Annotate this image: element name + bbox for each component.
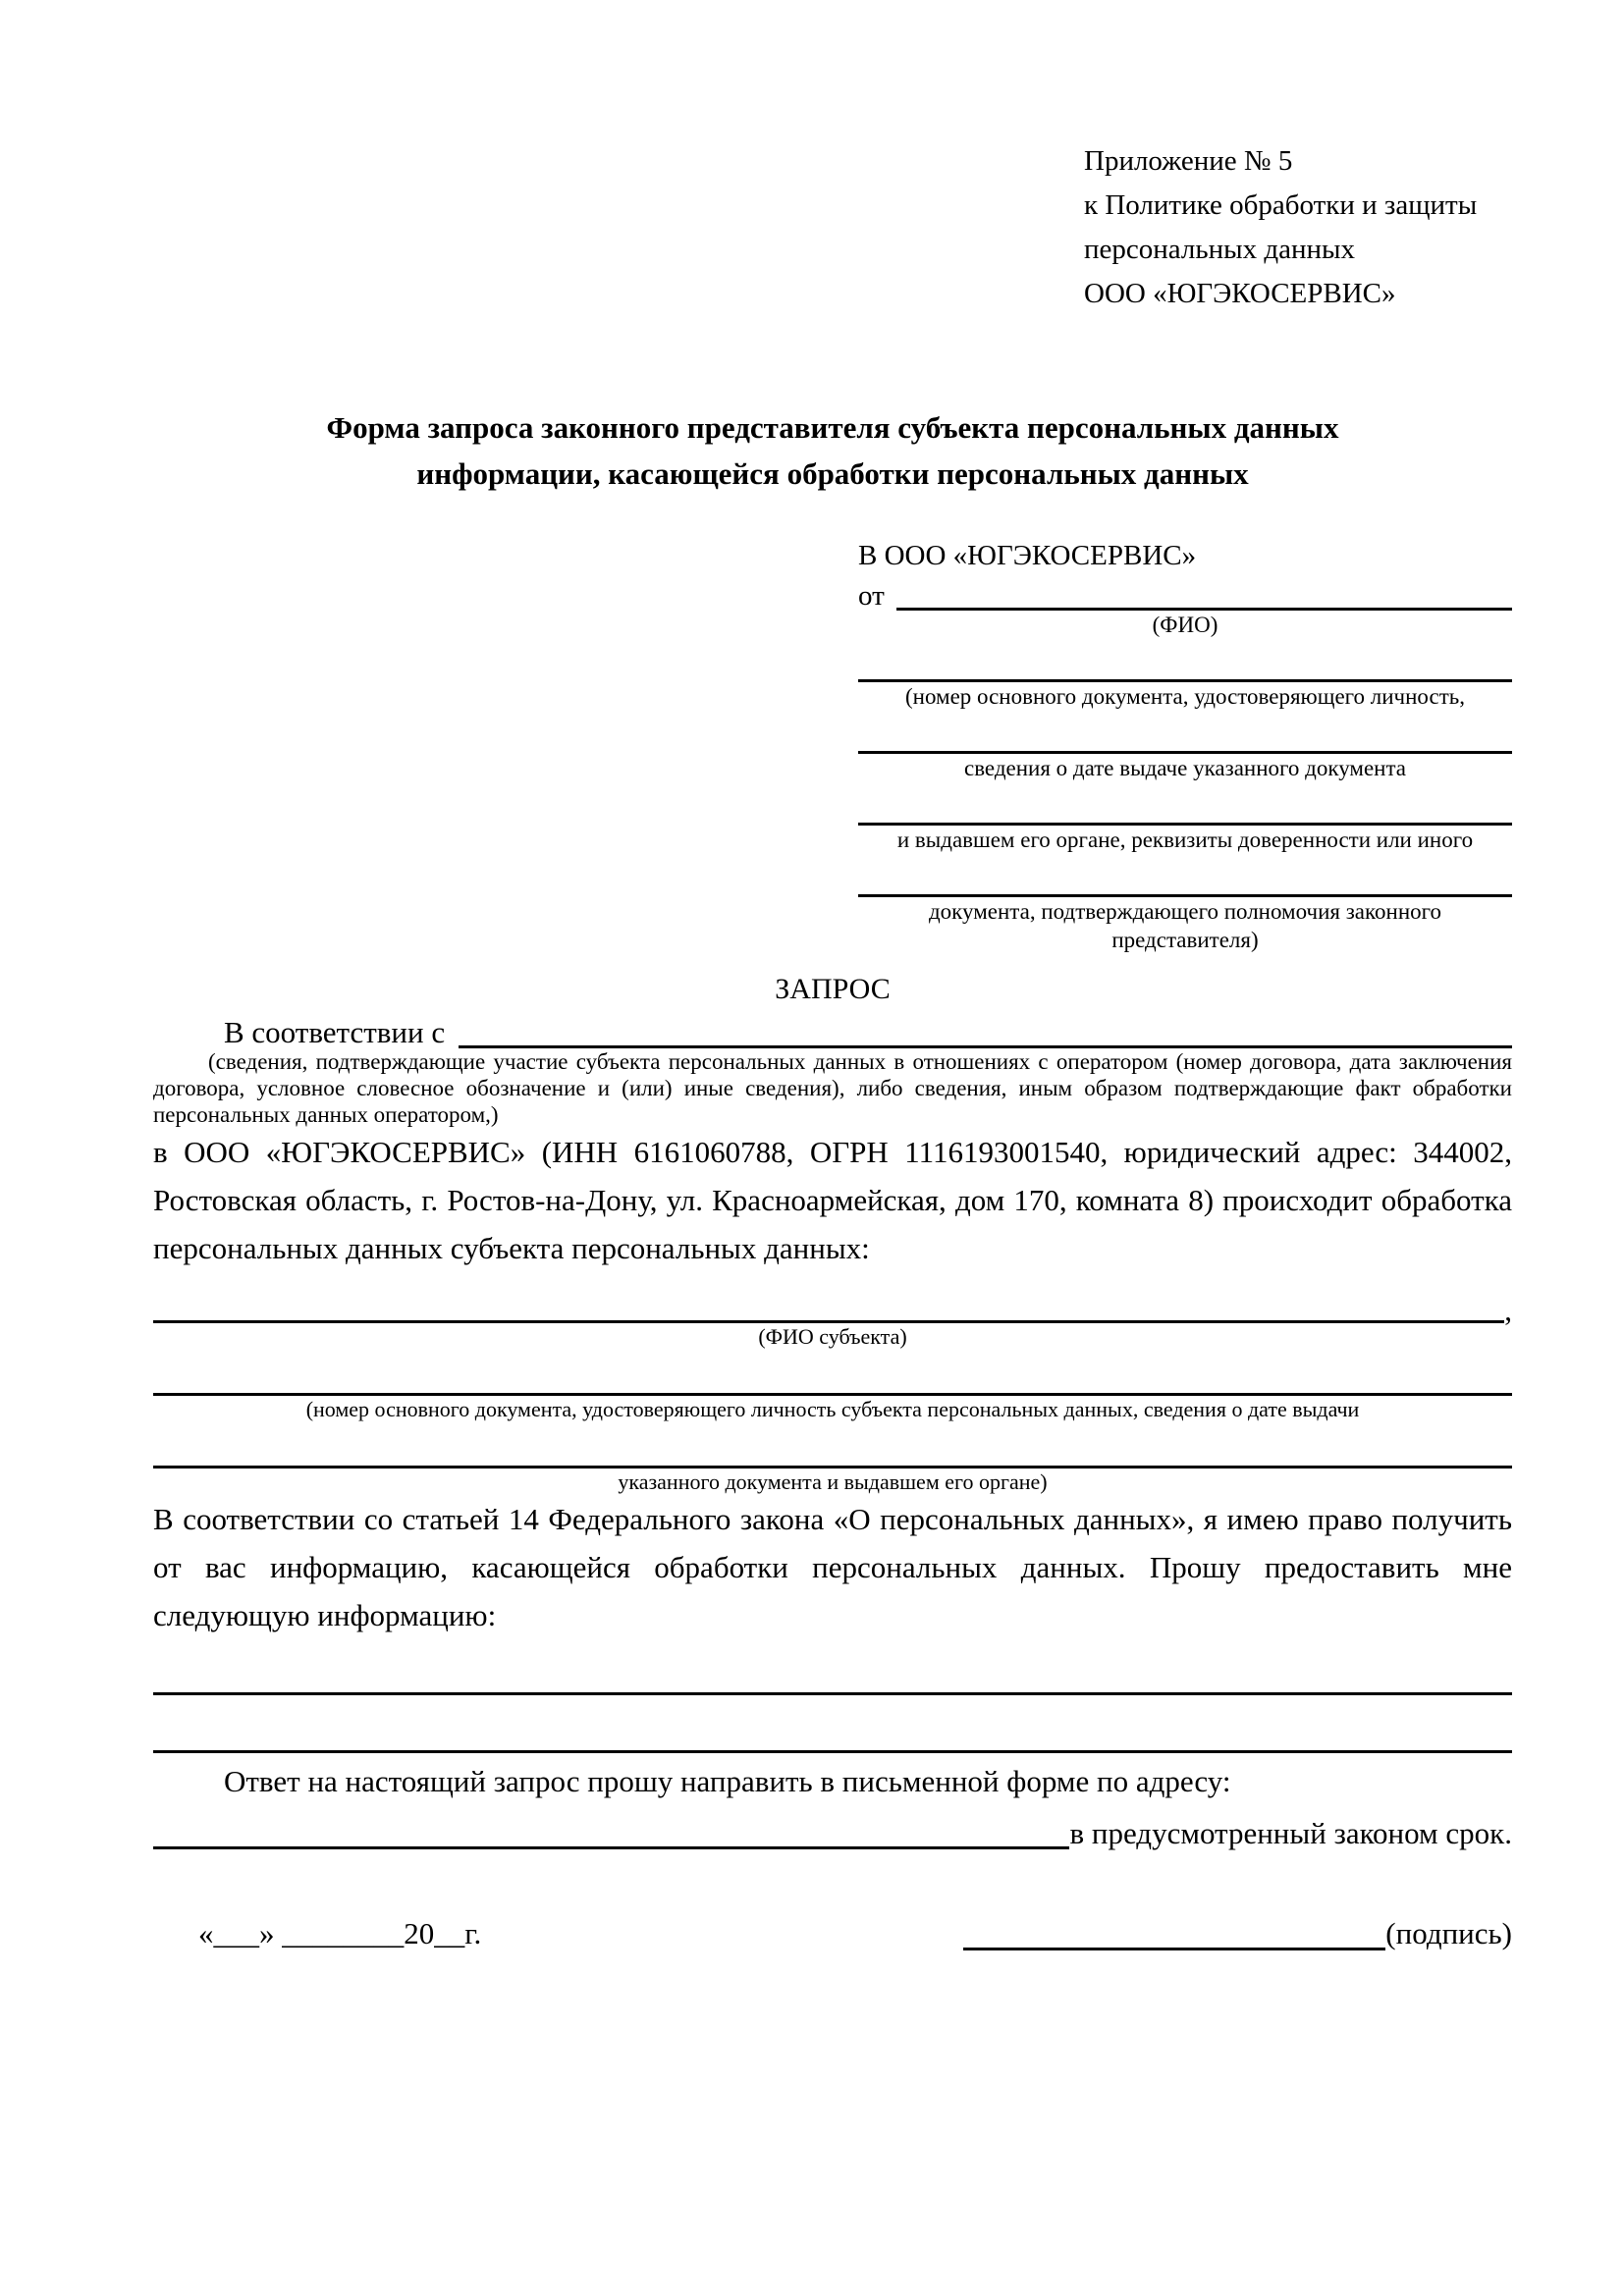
intro-note: (сведения, подтверждающие участие субъекта персональных данных в отношениях с оператором (номер договора, дата заключения договора, условное словесное обозначение и (или) иные сведения), либо сведения, иным образом подтверждающие факт обработки персональных данных оператором,) — [153, 1049, 1512, 1127]
signature-fill-line — [963, 1914, 1385, 1950]
addressee-organization: В ООО «ЮГЭКОСЕРВИС» — [858, 540, 1197, 571]
signature-group — [963, 1914, 1512, 1950]
blank-line-info-2 — [153, 1695, 1512, 1753]
operator-paragraph: в ООО «ЮГЭКОСЕРВИС» (ИНН 6161060788, ОГРН 1116193001540, юридический адрес: 344002, Ростовская область, г. Ростов-на-Дону, ул. Красноармейская, дом 170, комната 8) происходит обработка персональных данных субъекта персональных данных: — [153, 1135, 1512, 1265]
document-title-line-1: Форма запроса законного представителя субъекта персональных данных — [326, 410, 1339, 445]
subject-fio-caption: (ФИО субъекта) — [758, 1324, 907, 1349]
intro-row — [153, 1009, 1512, 1048]
subject-document-caption-2: указанного документа и выдавшем его органе) — [618, 1469, 1048, 1494]
date-template: «___» ________20__г. — [198, 1916, 482, 1950]
intro-label: В соответствии с — [224, 1015, 446, 1049]
reply-tail-text: в предусмотренный законом срок. — [1069, 1816, 1512, 1850]
footer-row — [153, 1914, 1512, 1950]
document-title-line-2: информации, касающейся обработки персональных данных — [416, 456, 1249, 491]
blank-line-subject-document — [153, 1350, 1512, 1396]
annex-line-3: персональных данных — [1084, 234, 1356, 265]
annex-line-1: Приложение № 5 — [1084, 145, 1293, 177]
fio-caption: (ФИО) — [1152, 613, 1218, 637]
subject-fio-fill-line — [153, 1279, 1504, 1323]
subject-document-caption-1: (номер основного документа, удостоверяющего личность субъекта персональных данных, сведения о дате выдачи — [305, 1397, 1360, 1421]
from-label: от — [858, 580, 885, 612]
subject-fio-row — [153, 1282, 1512, 1327]
document-title — [153, 404, 1512, 497]
reply-paragraph: Ответ на настоящий запрос прошу направить в письменной форме по адресу: — [224, 1764, 1231, 1798]
caption-issue-date: сведения о дате выдаче указанного документа — [963, 756, 1407, 780]
from-row — [858, 573, 1512, 611]
annex-line-4: ООО «ЮГЭКОСЕРВИС» — [1084, 278, 1396, 309]
annex-block — [1084, 139, 1512, 316]
blank-line-document-number — [858, 639, 1512, 682]
blank-line-issue-date — [858, 711, 1512, 754]
subject-fio-trailing-comma: , — [1504, 1293, 1512, 1327]
caption-document-number: (номер основного документа, удостоверяющего личность, — [904, 684, 1465, 709]
addressee-block — [858, 538, 1512, 954]
reply-address-row — [153, 1805, 1512, 1849]
law-paragraph: В соответствии со статьей 14 Федерального закона «О персональных данных», я имею право получить от вас информацию, касающейся обработки персональных данных. Прошу предоставить мне следующую информацию: — [153, 1502, 1512, 1632]
blank-line-issuing-authority — [858, 782, 1512, 826]
blank-line-subject-authority — [153, 1422, 1512, 1468]
caption-power-of-attorney: документа, подтверждающего полномочия законного представителя) — [928, 899, 1441, 952]
caption-issuing-authority: и выдавшем его органе, реквизиты доверенности или иного — [896, 828, 1474, 852]
from-fill-line — [896, 570, 1512, 611]
reply-address-fill-line — [153, 1802, 1069, 1849]
request-heading: ЗАПРОС — [775, 973, 891, 1005]
annex-line-2: к Политике обработки и защиты — [1084, 189, 1478, 221]
intro-fill-line — [459, 1006, 1512, 1048]
blank-line-power-of-attorney — [858, 854, 1512, 897]
signature-caption: (подпись) — [1385, 1916, 1512, 1950]
blank-line-info-1 — [153, 1651, 1512, 1695]
